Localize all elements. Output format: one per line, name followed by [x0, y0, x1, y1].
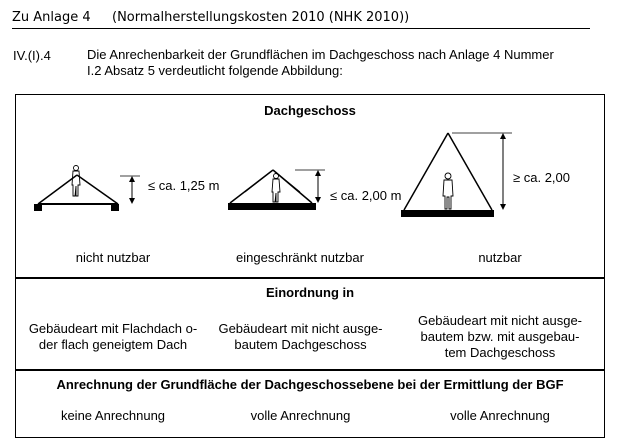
- classification-finished-line-1: Gebäudeart mit nicht ausge-: [417, 313, 583, 328]
- roof-diagram-pitched: [228, 170, 325, 210]
- roof-diagram-flat: [34, 175, 140, 211]
- height-label-flat: ≤ ca. 1,25 m: [148, 178, 220, 193]
- table-title: Dachgeschoss: [264, 103, 356, 118]
- classification-finished-line-3: tem Dachgeschoss: [444, 345, 556, 360]
- classification-flat-roof: [18, 321, 208, 353]
- person-figure-3: [443, 173, 453, 209]
- paragraph-number: IV.(I).4: [13, 48, 51, 63]
- classification-heading: Einordnung in: [265, 285, 355, 300]
- accounting-unfinished: volle Anrechnung: [250, 408, 351, 423]
- height-label-pitched: ≤ ca. 2,00 m: [330, 188, 402, 203]
- appendix-label: Zu Anlage 4: [12, 10, 91, 25]
- caption-limited-usable: eingeschränkt nutzbar: [236, 250, 364, 265]
- accounting-flat: keine Anrechnung: [60, 408, 166, 423]
- classification-unfinished-attic: [208, 321, 393, 353]
- person-figure-2: [272, 174, 280, 203]
- classification-unfinished-line-2: bautem Dachgeschoss: [234, 337, 367, 352]
- classification-flat-line-2: der flach geneigtem Dach: [38, 337, 188, 352]
- classification-flat-line-1: Gebäudeart mit Flachdach o-: [28, 321, 198, 336]
- appendix-subtitle: (Normalherstellungskosten 2010 (NHK 2010)): [112, 10, 410, 25]
- height-label-steep: ≥ ca. 2,00: [513, 170, 571, 185]
- classification-finished-line-2: bautem bzw. mit ausgebau-: [420, 329, 580, 344]
- classification-finished-attic: [400, 313, 600, 361]
- accounting-heading: Anrechnung der Grundfläche der Dachgeschossebene bei der Ermittlung der BGF: [56, 377, 564, 392]
- person-figure-1: [72, 166, 80, 197]
- roof-diagram-steep: [401, 133, 512, 217]
- accounting-finished: volle Anrechnung: [450, 408, 550, 423]
- classification-unfinished-line-1: Gebäudeart mit nicht ausge-: [218, 321, 383, 336]
- paragraph-line-2: I.2 Absatz 5 verdeutlicht folgende Abbildung:: [87, 63, 343, 78]
- caption-not-usable: nicht nutzbar: [75, 250, 151, 265]
- paragraph-line-1: Die Anrechenbarkeit der Grundflächen im Dachgeschoss nach Anlage 4 Nummer: [87, 47, 554, 62]
- caption-usable: nutzbar: [478, 250, 522, 265]
